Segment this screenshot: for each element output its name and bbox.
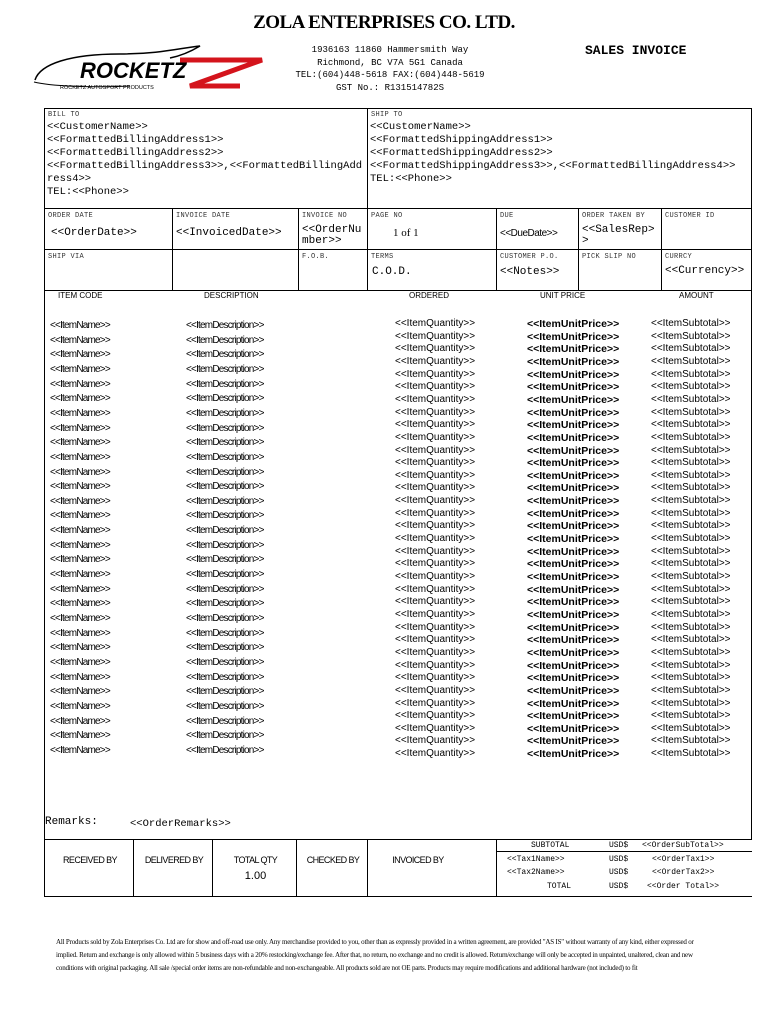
received-by-cell	[44, 839, 134, 897]
subtotal-label: SUBTOTAL	[531, 841, 570, 850]
item-unit-price-cell: <<ItemUnitPrice>>	[527, 381, 620, 394]
invoice-no-value: <<OrderNumber>>	[302, 224, 362, 247]
item-quantity-cell: <<ItemQuantity>>	[395, 558, 476, 570]
item-description-cell: <<ItemDescription>>	[186, 744, 264, 756]
item-subtotal-cell: <<ItemSubtotal>>	[651, 457, 731, 469]
item-description-cell: <<ItemDescription>>	[186, 466, 264, 478]
item-description-cell: <<ItemDescription>>	[186, 495, 264, 507]
item-subtotal-cell: <<ItemSubtotal>>	[651, 406, 731, 418]
item-quantity-cell: <<ItemQuantity>>	[395, 457, 476, 469]
item-description-cell: <<ItemDescription>>	[186, 656, 264, 668]
svg-text:ROCKETZ AUTOSPORT PRODUCTS: ROCKETZ AUTOSPORT PRODUCTS	[60, 85, 154, 91]
item-name-cell: <<ItemName>>	[50, 554, 110, 566]
fob-label: F.O.B.	[302, 253, 330, 261]
item-quantity-cell: <<ItemQuantity>>	[395, 330, 476, 342]
page-no-cell	[367, 208, 497, 250]
item-name-cell: <<ItemName>>	[50, 700, 110, 712]
item-unit-price-cell: <<ItemUnitPrice>>	[527, 583, 620, 596]
disclaimer-text: All Products sold by Zola Enterprises Co. Ltd are for show and off-road use only. Any merchandise provided to you, other than as expressly provided in a written agreement, are provided "AS IS" without warranty of any kind, either expressed or implied. Return and exchange is only allowed within 5 business days with a 20% restocking/exchange fee. After that, no return, no exchange and no credit is allowed. Return/exchange will only be accepted in unpainted, unaltered, clean and new conditions with original packaging. All sale /special order items are non-refundable and non-exchangeable. All products sold are not OE parts. Products may require modifications and additional hardware (not included) to fit	[56, 938, 694, 972]
page-no-value: 1 of 1	[393, 227, 419, 239]
invoice-date-cell	[172, 208, 299, 250]
due-value: <<DueDate>>	[500, 228, 558, 239]
item-subtotal-cell: <<ItemSubtotal>>	[651, 520, 731, 532]
delivered-by-label: DELIVERED BY	[144, 855, 204, 865]
invoiced-by-label: INVOICED BY	[392, 855, 444, 865]
currency-cell	[661, 249, 752, 291]
order-taken-by-cell	[578, 208, 662, 250]
item-subtotal-cell: <<ItemSubtotal>>	[651, 368, 731, 380]
item-subtotal-cell: <<ItemSubtotal>>	[651, 722, 731, 734]
item-unit-price-cell: <<ItemUnitPrice>>	[527, 697, 620, 710]
total-currency: USD$	[609, 882, 629, 891]
address-line: TEL:(604)448-5618 FAX:(604)448-5619	[295, 70, 485, 80]
item-quantity-cell: <<ItemQuantity>>	[395, 659, 476, 671]
item-name-cell: <<ItemName>>	[50, 407, 110, 419]
item-name-cell: <<ItemName>>	[50, 730, 110, 742]
item-subtotal-cell: <<ItemSubtotal>>	[651, 343, 731, 355]
item-subtotal-cell: <<ItemSubtotal>>	[651, 735, 731, 747]
item-unit-price-cell: <<ItemUnitPrice>>	[527, 608, 620, 621]
item-quantity-cell: <<ItemQuantity>>	[395, 672, 476, 684]
item-unit-price-cell: <<ItemUnitPrice>>	[527, 431, 620, 444]
item-name-cell: <<ItemName>>	[50, 656, 110, 668]
item-quantity-cell: <<ItemQuantity>>	[395, 393, 476, 405]
customer-po-value: <<Notes>>	[500, 266, 560, 278]
ship-via-label: SHIP VIA	[48, 253, 85, 261]
item-description-cell: <<ItemDescription>>	[186, 700, 264, 712]
item-quantity-cell: <<ItemQuantity>>	[395, 684, 476, 696]
item-quantity-cell: <<ItemQuantity>>	[395, 571, 476, 582]
col-header-ordered: ORDERED	[409, 291, 450, 300]
item-quantity-cell: <<ItemQuantity>>	[395, 735, 476, 747]
item-subtotal-cell: <<ItemSubtotal>>	[651, 330, 731, 342]
item-quantity-cell: <<ItemQuantity>>	[395, 545, 476, 557]
bill-to-box	[44, 108, 368, 209]
invoice-no-label: INVOICE NO	[302, 212, 348, 220]
item-description-cell: <<ItemDescription>>	[186, 525, 264, 537]
pick-slip-label: PICK SLIP NO	[582, 253, 637, 261]
item-quantity-cell: <<ItemQuantity>>	[395, 444, 476, 456]
terms-label: TERMS	[371, 253, 394, 261]
item-unit-price-cell: <<ItemUnitPrice>>	[527, 659, 620, 672]
page-no-label: PAGE NO	[371, 212, 403, 220]
currency-label: CURRCY	[665, 253, 693, 261]
item-quantity-cell: <<ItemQuantity>>	[395, 318, 476, 329]
item-unit-price-cell: <<ItemUnitPrice>>	[527, 672, 620, 685]
item-subtotal-cell: <<ItemSubtotal>>	[651, 621, 731, 633]
item-subtotal-cell: <<ItemSubtotal>>	[651, 634, 731, 646]
item-description-cell: <<ItemDescription>>	[186, 671, 264, 683]
bill-to-text: <<CustomerName>> <<FormattedBillingAddress1>> <<FormattedBillingAddress2>> <<FormattedBillingAddress3>>,<<FormattedBillingAddress4>> TEL:<<Phone>>	[47, 121, 363, 198]
item-subtotal-cell: <<ItemSubtotal>>	[651, 571, 731, 582]
item-description-cell: <<ItemDescription>>	[186, 451, 264, 463]
item-subtotal-cell: <<ItemSubtotal>>	[651, 659, 731, 671]
tax2-currency: USD$	[609, 868, 629, 877]
item-quantity-cell: <<ItemQuantity>>	[395, 596, 476, 608]
ship-to-box	[367, 108, 752, 209]
item-quantity-cell: <<ItemQuantity>>	[395, 381, 476, 393]
item-quantity-cell: <<ItemQuantity>>	[395, 520, 476, 532]
item-quantity-cell: <<ItemQuantity>>	[395, 482, 476, 494]
total-qty-cell	[212, 839, 297, 897]
item-name-cell: <<ItemName>>	[50, 437, 110, 449]
item-description-cell: <<ItemDescription>>	[186, 378, 264, 390]
item-quantity-cell: <<ItemQuantity>>	[395, 469, 476, 481]
received-by-label: RECEIVED BY	[63, 855, 117, 865]
item-quantity-cell: <<ItemQuantity>>	[395, 533, 476, 545]
ship-via-cell	[44, 249, 173, 291]
tax1-value: <<OrderTax1>>	[652, 855, 715, 864]
item-name-cell: <<ItemName>>	[50, 686, 110, 698]
order-date-value: <<OrderDate>>	[51, 227, 137, 239]
terms-value: C.O.D.	[372, 266, 412, 278]
item-name-cell: <<ItemName>>	[50, 481, 110, 493]
item-subtotal-cell: <<ItemSubtotal>>	[651, 469, 731, 481]
invoiced-by-cell	[367, 839, 497, 897]
item-subtotal-cell: <<ItemSubtotal>>	[651, 684, 731, 696]
address-line: 1936163 11860 Hammersmith Way	[311, 45, 469, 55]
company-name: ZOLA ENTERPRISES CO. LTD.	[253, 12, 515, 33]
item-subtotal-cell: <<ItemSubtotal>>	[651, 697, 731, 709]
company-address	[270, 44, 510, 94]
item-unit-price-cell: <<ItemUnitPrice>>	[527, 330, 620, 343]
customer-id-cell	[661, 208, 752, 250]
item-quantity-cell: <<ItemQuantity>>	[395, 355, 476, 367]
item-quantity-cell: <<ItemQuantity>>	[395, 697, 476, 709]
blank-cell	[172, 249, 299, 291]
svg-text:ROCKETZ: ROCKETZ	[80, 58, 187, 83]
item-subtotal-cell: <<ItemSubtotal>>	[651, 444, 731, 456]
item-name-cell: <<ItemName>>	[50, 393, 110, 405]
tax2-label: <<Tax2Name>>	[507, 868, 565, 877]
address-line: GST No.: R131514782S	[335, 82, 445, 93]
customer-po-label: CUSTOMER P.O.	[500, 253, 559, 261]
item-quantity-cell: <<ItemQuantity>>	[395, 748, 476, 760]
item-subtotal-cell: <<ItemSubtotal>>	[651, 672, 731, 684]
ship-to-label: SHIP TO	[371, 111, 403, 119]
item-quantity-cell: <<ItemQuantity>>	[395, 722, 476, 734]
item-subtotal-cell: <<ItemSubtotal>>	[651, 545, 731, 557]
subtotal-currency: USD$	[609, 841, 629, 850]
item-name-cell: <<ItemName>>	[50, 744, 110, 756]
item-description-cell: <<ItemDescription>>	[186, 583, 264, 595]
item-unit-price-cell: <<ItemUnitPrice>>	[527, 571, 620, 583]
item-name-cell: <<ItemName>>	[50, 715, 110, 727]
item-description-cell: <<ItemDescription>>	[186, 393, 264, 405]
item-name-cell: <<ItemName>>	[50, 363, 110, 375]
remarks-value: <<OrderRemarks>>	[130, 818, 231, 830]
item-name-cell: <<ItemName>>	[50, 627, 110, 639]
item-unit-price-cell: <<ItemUnitPrice>>	[527, 482, 620, 495]
delivered-by-cell	[133, 839, 213, 897]
item-unit-price-cell: <<ItemUnitPrice>>	[527, 596, 620, 609]
item-name-cell: <<ItemName>>	[50, 422, 110, 434]
item-subtotal-cell: <<ItemSubtotal>>	[651, 608, 731, 620]
item-unit-price-cell: <<ItemUnitPrice>>	[527, 722, 620, 735]
col-header-unit-price: UNIT PRICE	[540, 291, 586, 300]
checked-by-cell	[296, 839, 368, 897]
item-description-cell: <<ItemDescription>>	[186, 349, 264, 361]
item-quantity-cell: <<ItemQuantity>>	[395, 710, 476, 722]
totals-divider	[496, 851, 752, 852]
item-name-cell: <<ItemName>>	[50, 510, 110, 522]
item-description-cell: <<ItemDescription>>	[186, 554, 264, 566]
order-date-cell	[44, 208, 173, 250]
item-unit-price-cell: <<ItemUnitPrice>>	[527, 495, 620, 508]
item-unit-price-cell: <<ItemUnitPrice>>	[527, 368, 620, 381]
tax2-value: <<OrderTax2>>	[652, 868, 715, 877]
currency-value: <<Currency>>	[665, 265, 745, 277]
item-quantity-cell: <<ItemQuantity>>	[395, 343, 476, 355]
item-unit-price-cell: <<ItemUnitPrice>>	[527, 735, 620, 748]
item-description-cell: <<ItemDescription>>	[186, 613, 264, 624]
item-description-cell: <<ItemDescription>>	[186, 730, 264, 742]
col-header-amount: AMOUNT	[679, 291, 714, 300]
tax1-label: <<Tax1Name>>	[507, 855, 565, 864]
total-label: TOTAL	[547, 882, 572, 891]
col-header-item-code: ITEM CODE	[58, 291, 103, 300]
total-qty-label: TOTAL QTY	[233, 855, 278, 865]
invoice-date-label: INVOICE DATE	[176, 212, 231, 220]
item-unit-price-cell: <<ItemUnitPrice>>	[527, 545, 620, 558]
item-description-cell: <<ItemDescription>>	[186, 686, 264, 698]
item-quantity-cell: <<ItemQuantity>>	[395, 368, 476, 380]
item-description-cell: <<ItemDescription>>	[186, 642, 264, 654]
item-quantity-cell: <<ItemQuantity>>	[395, 431, 476, 443]
item-description-cell: <<ItemDescription>>	[186, 481, 264, 493]
item-description-cell: <<ItemDescription>>	[186, 569, 264, 581]
item-subtotal-cell: <<ItemSubtotal>>	[651, 533, 731, 545]
item-subtotal-cell: <<ItemSubtotal>>	[651, 507, 731, 519]
item-unit-price-cell: <<ItemUnitPrice>>	[527, 646, 620, 659]
address-line: Richmond, BC V7A 5G1 Canada	[317, 57, 463, 68]
item-subtotal-cell: <<ItemSubtotal>>	[651, 646, 731, 658]
remarks-label: Remarks:	[45, 816, 98, 828]
item-name-cell: <<ItemName>>	[50, 642, 110, 654]
item-unit-price-cell: <<ItemUnitPrice>>	[527, 710, 620, 723]
tax1-currency: USD$	[609, 855, 629, 864]
item-description-cell: <<ItemDescription>>	[186, 510, 264, 522]
item-name-cell: <<ItemName>>	[50, 583, 110, 595]
item-subtotal-cell: <<ItemSubtotal>>	[651, 318, 731, 329]
order-date-label: ORDER DATE	[48, 212, 94, 220]
item-subtotal-cell: <<ItemSubtotal>>	[651, 482, 731, 494]
item-quantity-cell: <<ItemQuantity>>	[395, 608, 476, 620]
item-unit-price-cell: <<ItemUnitPrice>>	[527, 684, 620, 697]
item-unit-price-cell: <<ItemUnitPrice>>	[527, 533, 620, 546]
item-subtotal-cell: <<ItemSubtotal>>	[651, 431, 731, 443]
item-unit-price-cell: <<ItemUnitPrice>>	[527, 558, 620, 571]
item-quantity-cell: <<ItemQuantity>>	[395, 495, 476, 507]
item-subtotal-cell: <<ItemSubtotal>>	[651, 558, 731, 570]
rocketz-logo	[30, 42, 270, 92]
ship-to-text: <<CustomerName>> <<FormattedShippingAddress1>> <<FormattedShippingAddress2>> <<FormattedShippingAddress3>>,<<FormattedBillingAddress4>> TEL:<<Phone>>	[370, 121, 736, 185]
item-name-cell: <<ItemName>>	[50, 451, 110, 463]
item-quantity-cell: <<ItemQuantity>>	[395, 507, 476, 519]
item-description-cell: <<ItemDescription>>	[186, 407, 264, 419]
item-name-cell: <<ItemName>>	[50, 671, 110, 683]
item-name-cell: <<ItemName>>	[50, 466, 110, 478]
item-name-cell: <<ItemName>>	[50, 495, 110, 507]
order-taken-by-value: <<SalesRep>>	[582, 224, 655, 247]
item-name-cell: <<ItemName>>	[50, 334, 110, 346]
item-description-cell: <<ItemDescription>>	[186, 320, 264, 331]
item-quantity-cell: <<ItemQuantity>>	[395, 621, 476, 633]
item-quantity-cell: <<ItemQuantity>>	[395, 646, 476, 658]
invoice-no-cell	[298, 208, 368, 250]
pick-slip-cell	[578, 249, 662, 291]
item-quantity-cell: <<ItemQuantity>>	[395, 406, 476, 418]
item-description-cell: <<ItemDescription>>	[186, 437, 264, 449]
item-unit-price-cell: <<ItemUnitPrice>>	[527, 621, 620, 634]
item-subtotal-cell: <<ItemSubtotal>>	[651, 710, 731, 722]
item-name-cell: <<ItemName>>	[50, 349, 110, 361]
order-taken-by-label: ORDER TAKEN BY	[582, 212, 646, 220]
item-unit-price-cell: <<ItemUnitPrice>>	[527, 393, 620, 406]
item-unit-price-cell: <<ItemUnitPrice>>	[527, 507, 620, 520]
item-name-cell: <<ItemName>>	[50, 613, 110, 624]
total-value: <<Order Total>>	[647, 882, 720, 891]
item-subtotal-cell: <<ItemSubtotal>>	[651, 419, 731, 431]
item-unit-price-cell: <<ItemUnitPrice>>	[527, 318, 620, 330]
item-name-cell: <<ItemName>>	[50, 378, 110, 390]
total-qty-value: 1.00	[244, 870, 267, 882]
due-cell	[496, 208, 579, 250]
item-name-cell: <<ItemName>>	[50, 598, 110, 610]
customer-id-label: CUSTOMER ID	[665, 212, 715, 220]
item-subtotal-cell: <<ItemSubtotal>>	[651, 495, 731, 507]
item-subtotal-cell: <<ItemSubtotal>>	[651, 583, 731, 595]
item-subtotal-cell: <<ItemSubtotal>>	[651, 596, 731, 608]
item-unit-price-cell: <<ItemUnitPrice>>	[527, 748, 620, 761]
item-unit-price-cell: <<ItemUnitPrice>>	[527, 406, 620, 419]
invoice-date-value: <<InvoicedDate>>	[176, 227, 282, 239]
item-unit-price-cell: <<ItemUnitPrice>>	[527, 520, 620, 533]
subtotal-value: <<OrderSubTotal>>	[642, 841, 724, 850]
item-subtotal-cell: <<ItemSubtotal>>	[651, 355, 731, 367]
item-unit-price-cell: <<ItemUnitPrice>>	[527, 355, 620, 368]
item-unit-price-cell: <<ItemUnitPrice>>	[527, 634, 620, 647]
item-description-cell: <<ItemDescription>>	[186, 627, 264, 639]
item-unit-price-cell: <<ItemUnitPrice>>	[527, 457, 620, 470]
checked-by-label: CHECKED BY	[306, 855, 360, 865]
item-quantity-cell: <<ItemQuantity>>	[395, 419, 476, 431]
document-title: SALES INVOICE	[585, 43, 687, 58]
item-description-cell: <<ItemDescription>>	[186, 422, 264, 434]
item-name-cell: <<ItemName>>	[50, 539, 110, 551]
item-unit-price-cell: <<ItemUnitPrice>>	[527, 444, 620, 457]
item-name-cell: <<ItemName>>	[50, 320, 110, 331]
fob-cell	[298, 249, 368, 291]
item-unit-price-cell: <<ItemUnitPrice>>	[527, 419, 620, 432]
item-description-cell: <<ItemDescription>>	[186, 598, 264, 610]
item-subtotal-cell: <<ItemSubtotal>>	[651, 748, 731, 760]
item-unit-price-cell: <<ItemUnitPrice>>	[527, 469, 620, 482]
item-subtotal-cell: <<ItemSubtotal>>	[651, 393, 731, 405]
item-description-cell: <<ItemDescription>>	[186, 715, 264, 727]
customer-po-cell	[496, 249, 579, 291]
item-description-cell: <<ItemDescription>>	[186, 334, 264, 346]
bill-to-label: BILL TO	[48, 111, 80, 119]
terms-cell	[367, 249, 497, 291]
item-unit-price-cell: <<ItemUnitPrice>>	[527, 343, 620, 356]
item-description-cell: <<ItemDescription>>	[186, 539, 264, 551]
item-subtotal-cell: <<ItemSubtotal>>	[651, 381, 731, 393]
item-description-cell: <<ItemDescription>>	[186, 363, 264, 375]
due-label: DUE	[500, 212, 514, 220]
item-quantity-cell: <<ItemQuantity>>	[395, 583, 476, 595]
col-header-description: DESCRIPTION	[204, 291, 259, 300]
item-name-cell: <<ItemName>>	[50, 525, 110, 537]
item-quantity-cell: <<ItemQuantity>>	[395, 634, 476, 646]
item-name-cell: <<ItemName>>	[50, 569, 110, 581]
